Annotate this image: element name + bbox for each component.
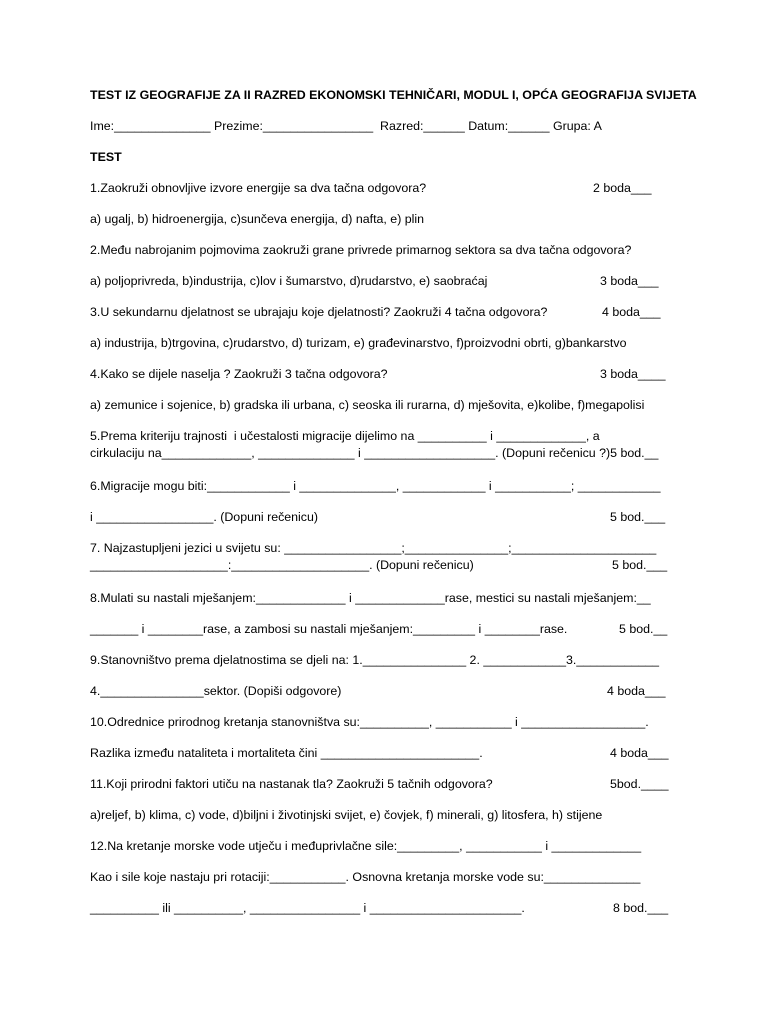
- question-points: 2 boda___: [593, 181, 652, 195]
- question-points: 5bod.____: [610, 777, 669, 791]
- document-title: TEST IZ GEOGRAFIJE ZA II RAZRED EKONOMSKI TEHNIČARI, MODUL I, OPĆA GEOGRAFIJA SVIJETA: [90, 88, 697, 102]
- question-text: 5.Prema kriteriju trajnosti i učestalosti migracije dijelimo na __________ i _____________, a: [90, 429, 600, 443]
- question-continuation: i _________________. (Dopuni rečenicu): [90, 510, 319, 524]
- question-text: 8.Mulati su nastali mješanjem:_____________ i _____________rase, mestici su nastali mješanjem:__: [90, 591, 651, 605]
- question-text: 9.Stanovništvo prema djelatnostima se djeli na: 1._______________ 2. ____________3.____________: [90, 653, 660, 667]
- question-continuation: 4._______________sektor. (Dopiši odgovore): [90, 684, 342, 698]
- question-text: 7. Najzastupljeni jezici u svijetu su: _________________;_______________;_____________________: [90, 541, 657, 555]
- question-text: 2.Među nabrojanim pojmovima zaokruži grane privrede primarnog sektora sa dva tačna odgovora?: [90, 243, 632, 257]
- question-points: 3 boda____: [600, 367, 666, 381]
- question-points: 5 bod.__: [619, 622, 668, 636]
- question-text: 11.Koji prirodni faktori utiču na nastanak tla? Zaokruži 5 tačnih odgovora?: [90, 777, 493, 791]
- question-continuation: Razlika između nataliteta i mortaliteta čini _______________________.: [90, 746, 483, 760]
- test-label: TEST: [90, 150, 122, 164]
- answer-options: a) zemunice i sojenice, b) gradska ili urbana, c) seoska ili rurarna, d) mješovita, e)kolibe, f)megapolisi: [90, 398, 645, 412]
- question-continuation: _______ i ________rase, a zambosi su nastali mješanjem:_________ i ________rase.: [90, 622, 568, 636]
- question-points: 5 bod.___: [610, 510, 666, 524]
- answer-options: a) ugalj, b) hidroenergija, c)sunčeva energija, d) nafta, e) plin: [90, 212, 425, 226]
- question-text: 12.Na kretanje morske vode utječu i međuprivlačne sile:_________, ___________ i _____________: [90, 839, 642, 853]
- question-points: 8 bod.___: [613, 901, 669, 915]
- question-points: 4 boda___: [607, 684, 666, 698]
- question-points: 4 boda___: [610, 746, 669, 760]
- question-text: 6.Migracije mogu biti:____________ i ______________, ____________ i ___________; ____________: [90, 479, 661, 493]
- question-continuation: ____________________:____________________. (Dopuni rečenicu): [90, 558, 474, 572]
- answer-options: a) industrija, b)trgovina, c)rudarstvo, d) turizam, e) građevinarstvo, f)proizvodni obrti, g)bankarstvo: [90, 336, 627, 350]
- question-continuation: Kao i sile koje nastaju pri rotaciji:___________. Osnovna kretanja morske vode su:______________: [90, 870, 641, 884]
- answer-options: a) poljoprivreda, b)industrija, c)lov i šumarstvo, d)rudarstvo, e) saobraćaj: [90, 274, 488, 288]
- student-info-fields: Ime:______________ Prezime:________________ Razred:______ Datum:______ Grupa: A: [90, 119, 602, 133]
- question-text: 3.U sekundarnu djelatnost se ubrajaju koje djelatnosti? Zaokruži 4 tačna odgovora?: [90, 305, 548, 319]
- question-text: 1.Zaokruži obnovljive izvore energije sa dva tačna odgovora?: [90, 181, 427, 195]
- question-continuation: __________ ili __________, ________________ i ______________________.: [90, 901, 525, 915]
- question-text: 10.Odrednice prirodnog kretanja stanovništva su:__________, ___________ i __________________.: [90, 715, 649, 729]
- question-continuation: cirkulaciju na_____________, ______________ i ___________________. (Dopuni rečenicu ?)5 bod.__: [90, 446, 659, 460]
- question-points: 3 boda___: [600, 274, 659, 288]
- question-points: 5 bod.___: [612, 558, 668, 572]
- question-text: 4.Kako se dijele naselja ? Zaokruži 3 tačna odgovora?: [90, 367, 388, 381]
- question-points: 4 boda___: [602, 305, 661, 319]
- answer-options: a)reljef, b) klima, c) vode, d)biljni i životinjski svijet, e) čovjek, f) minerali, g) litosfera, h) stijene: [90, 808, 603, 822]
